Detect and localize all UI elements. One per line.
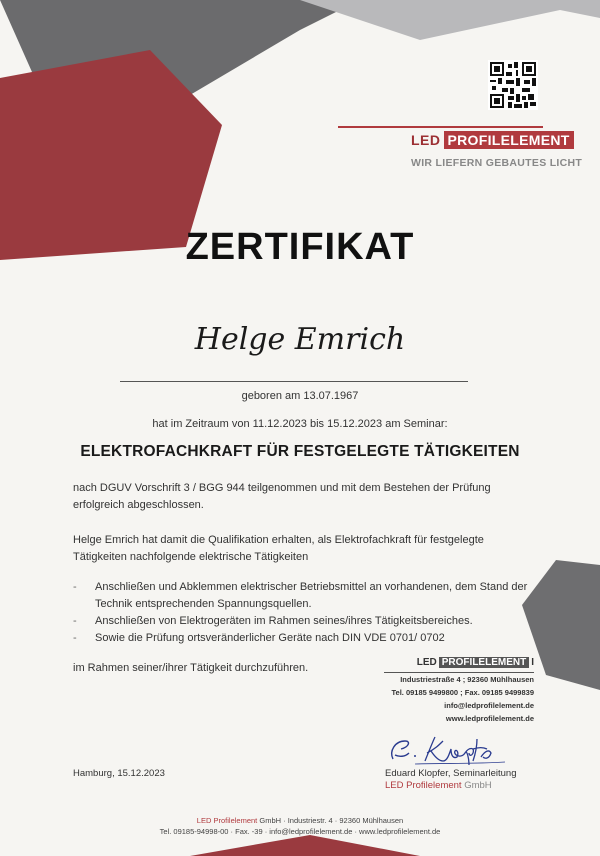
logo-brand-text: PROFILELEMENT [444, 131, 574, 149]
activities-list [73, 579, 543, 647]
activity-item: - Sowie die Prüfung ortsveränderlicher Geräte nach DIN VDE 0701/ 0702 [73, 630, 543, 647]
company-stamp [384, 654, 534, 725]
qualification-paragraph: Helge Emrich hat damit die Qualifikation erhalten, als Elektrofachkraft für festgelegte Tätigkeiten nachfolgende elektrische Tätigkeiten [73, 534, 484, 563]
stamp-web: www.ledprofilelement.de [445, 714, 534, 723]
recipient-name-signature: Helge Emrich [194, 322, 406, 357]
signer-company [385, 780, 517, 792]
stamp-address: Industriestraße 4 ; 92360 Mühlhausen [400, 675, 534, 684]
name-underline [120, 381, 468, 382]
signer-company-name: Profilelement [406, 780, 462, 791]
qr-code [488, 60, 538, 110]
seminar-period-line: hat im Zeitraum von 11.12.2023 bis 15.12.2023 am Seminar: [152, 418, 448, 430]
footer-line-2: Tel. 09185-94998-00 · Fax. -39 · info@ledprofilelement.de · www.ledprofilelement.de [159, 827, 441, 836]
signer-company-led: LED [385, 780, 404, 791]
footer-line-1 [0, 815, 600, 826]
signer-company-suffix: GmbH [464, 780, 492, 791]
closing-line: im Rahmen seiner/ihrer Tätigkeit durchzuführen. [73, 662, 309, 674]
signer-block [385, 768, 517, 792]
light-grey-polygon-top [300, 0, 600, 40]
stamp-logo [384, 654, 534, 670]
handwritten-signature [385, 731, 515, 769]
stamp-email: info@ledprofilelement.de [444, 701, 534, 710]
footer [0, 815, 600, 837]
stamp-led-text: LED [416, 656, 437, 668]
activity-item: - Anschließen und Abklemmen elektrischer Betriebsmittel an vorhandenen, dem Stand der Technik entsprechenden Spannungsquellen. [73, 579, 543, 613]
logo-tagline: WIR LIEFERN GEBAUTES LICHT [411, 157, 583, 169]
footer-address: GmbH · Industriestr. 4 · 92360 Mühlhausen [259, 816, 404, 825]
footer-led: LED [196, 816, 212, 825]
company-logo [411, 130, 574, 150]
footer-brand: Profilelement [213, 816, 258, 825]
place-and-date: Hamburg, 15.12.2023 [73, 768, 165, 779]
logo-led-text: LED [411, 132, 441, 148]
logo-divider [338, 126, 543, 128]
course-title: ELEKTROFACHKRAFT FÜR FESTGELEGTE TÄTIGKEITEN [80, 443, 520, 460]
stamp-suffix: I [531, 656, 534, 668]
birth-date-line: geboren am 13.07.1967 [241, 390, 359, 402]
activity-item: - Anschließen von Elektrogeräten im Rahmen seines/ihres Tätigkeitsbereiches. [73, 613, 543, 630]
signer-name-role: Eduard Klopfer, Seminarleitung [385, 768, 517, 779]
completion-paragraph: nach DGUV Vorschrift 3 / BGG 944 teilgenommen und mit dem Bestehen der Prüfung erfolgreich abgeschlossen. [73, 482, 491, 511]
stamp-brand-text: PROFILELEMENT [439, 657, 529, 668]
certificate-title: ZERTIFIKAT [185, 226, 415, 268]
red-polygon-bottom [190, 835, 420, 856]
stamp-phone: Tel. 09185 9499800 ; Fax. 09185 9499839 [391, 688, 534, 697]
